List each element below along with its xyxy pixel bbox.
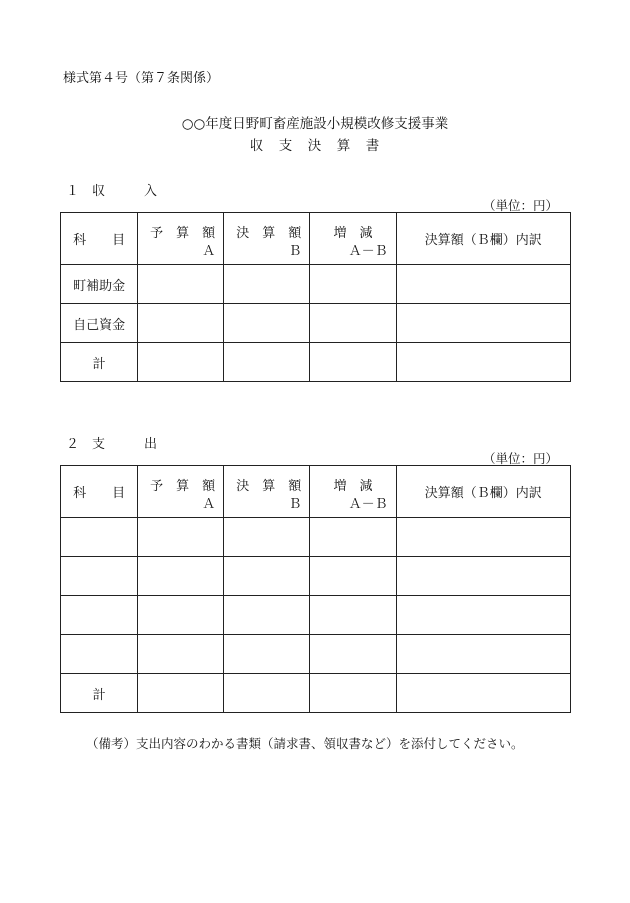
expense-settlement-cell[interactable] (224, 635, 310, 674)
table-row (61, 596, 571, 635)
income-difference-cell[interactable] (310, 265, 396, 304)
expense-settlement-cell[interactable] (224, 557, 310, 596)
expense-budget-cell[interactable] (138, 557, 224, 596)
expense-heading (66, 433, 157, 452)
income-col-budget-label: 予 算 額 (150, 226, 216, 241)
expense-budget-cell[interactable] (138, 596, 224, 635)
table-row (61, 518, 571, 557)
expense-row-label[interactable] (61, 635, 138, 674)
income-row-label: 計 (61, 343, 138, 382)
income-heading-number: １ (66, 184, 80, 199)
expense-difference-cell[interactable] (310, 518, 396, 557)
document-title: ○○年度日野町畜産施設小規模改修支援事業 (181, 116, 449, 132)
income-col-settlement-label: 決 算 額 (236, 226, 302, 241)
form-number: 様式第４号（第７条関係） (63, 71, 220, 86)
expense-settlement-cell[interactable] (224, 596, 310, 635)
expense-heading-label: 支 出 (92, 437, 158, 452)
expense-col-settlement-symbol: Ｂ (288, 497, 302, 512)
income-col-settlement-symbol: Ｂ (288, 244, 302, 259)
expense-row-label[interactable] (61, 518, 138, 557)
expense-budget-cell[interactable] (138, 518, 224, 557)
income-col-difference-label: 増 減 (333, 226, 373, 241)
table-row (61, 635, 571, 674)
expense-col-budget-symbol: Ａ (202, 497, 216, 512)
income-table (60, 212, 571, 382)
expense-difference-cell[interactable] (310, 635, 396, 674)
expense-difference-cell[interactable] (310, 674, 396, 713)
income-settlement-cell[interactable] (224, 265, 310, 304)
income-difference-cell[interactable] (310, 304, 396, 343)
income-col-budget-symbol: Ａ (202, 244, 216, 259)
income-budget-cell[interactable] (138, 304, 224, 343)
table-row (61, 674, 571, 713)
income-breakdown-cell[interactable] (396, 304, 570, 343)
expense-breakdown-cell[interactable] (396, 596, 570, 635)
expense-col-difference (310, 466, 396, 518)
expense-breakdown-cell[interactable] (396, 518, 570, 557)
income-settlement-cell[interactable] (224, 304, 310, 343)
expense-col-budget (138, 466, 224, 518)
income-col-settlement (224, 213, 310, 265)
expense-row-label: 計 (61, 674, 138, 713)
income-row-label: 自己資金 (61, 304, 138, 343)
expense-heading-number: ２ (66, 437, 80, 452)
income-breakdown-cell[interactable] (396, 265, 570, 304)
expense-header-row (61, 466, 571, 518)
document-subtitle: 収 支 決 算 書 (249, 138, 381, 154)
income-col-budget (138, 213, 224, 265)
income-row-label: 町補助金 (61, 265, 138, 304)
expense-col-budget-label: 予 算 額 (150, 479, 216, 494)
expense-budget-cell[interactable] (138, 674, 224, 713)
expense-breakdown-cell[interactable] (396, 635, 570, 674)
income-difference-cell[interactable] (310, 343, 396, 382)
expense-col-settlement-label: 決 算 額 (236, 479, 302, 494)
income-budget-cell[interactable] (138, 265, 224, 304)
income-col-breakdown: 決算額（Ｂ欄）内訳 (396, 213, 570, 265)
table-row (61, 343, 571, 382)
expense-settlement-cell[interactable] (224, 518, 310, 557)
expense-col-difference-formula: Ａ－Ｂ (348, 497, 388, 512)
expense-difference-cell[interactable] (310, 557, 396, 596)
income-col-difference (310, 213, 396, 265)
expense-budget-cell[interactable] (138, 635, 224, 674)
expense-col-difference-label: 増 減 (333, 479, 373, 494)
table-row (61, 265, 571, 304)
expense-row-label[interactable] (61, 557, 138, 596)
table-row (61, 304, 571, 343)
remarks-note: （備考）支出内容のわかる書類（請求書、領収書など）を添付してください。 (86, 736, 524, 751)
income-unit-label: （単位：円） (482, 198, 558, 213)
expense-breakdown-cell[interactable] (396, 674, 570, 713)
expense-table (60, 465, 571, 713)
expense-col-settlement (224, 466, 310, 518)
income-heading-label: 収 入 (92, 184, 158, 199)
table-row (61, 557, 571, 596)
income-breakdown-cell[interactable] (396, 343, 570, 382)
expense-settlement-cell[interactable] (224, 674, 310, 713)
income-heading (66, 180, 157, 199)
income-header-row (61, 213, 571, 265)
expense-col-breakdown: 決算額（Ｂ欄）内訳 (396, 466, 570, 518)
expense-col-subject: 科 目 (61, 466, 138, 518)
expense-difference-cell[interactable] (310, 596, 396, 635)
expense-row-label[interactable] (61, 596, 138, 635)
income-col-difference-formula: Ａ－Ｂ (348, 244, 388, 259)
expense-unit-label: （単位：円） (482, 451, 558, 466)
income-col-subject: 科 目 (61, 213, 138, 265)
expense-breakdown-cell[interactable] (396, 557, 570, 596)
income-settlement-cell[interactable] (224, 343, 310, 382)
income-budget-cell[interactable] (138, 343, 224, 382)
